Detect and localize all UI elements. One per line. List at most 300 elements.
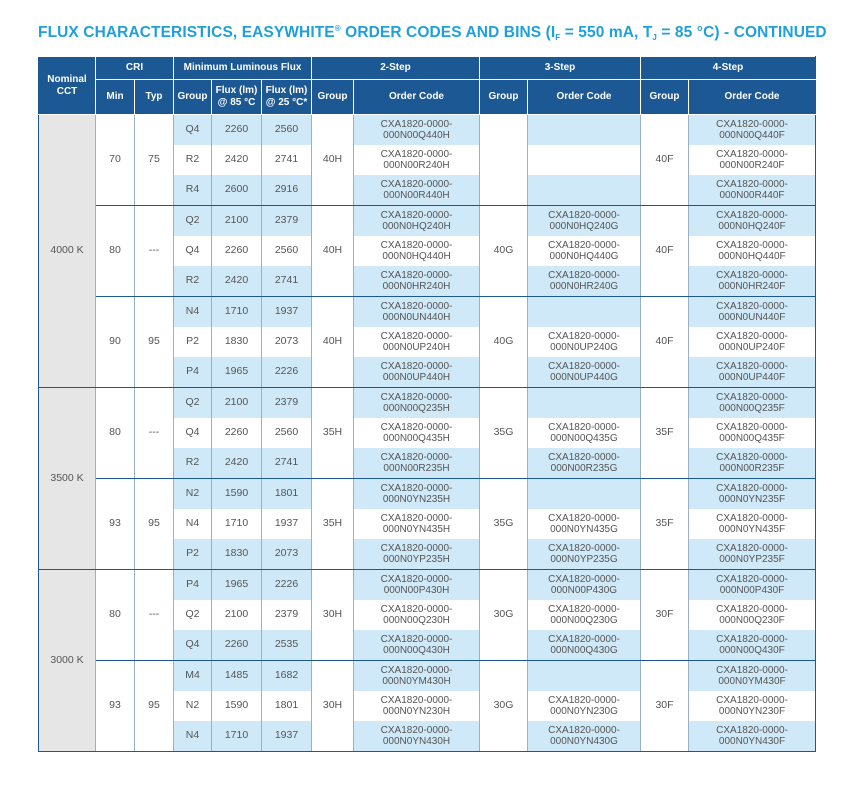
order-code-line: 000N00Q435G bbox=[550, 433, 618, 444]
step2-order-code-cell bbox=[354, 357, 480, 388]
order-code-line: CXA1820-0000- bbox=[716, 239, 788, 251]
step3-group-cell: 40G bbox=[480, 297, 528, 388]
step4-order-code-cell bbox=[689, 661, 816, 692]
step2-order-code-cell bbox=[354, 570, 480, 601]
order-code-line: CXA1820-0000- bbox=[548, 421, 620, 433]
step2-order-code-cell bbox=[354, 115, 480, 146]
step3-group-cell: 40G bbox=[480, 206, 528, 297]
flux-group-cell: R2 bbox=[174, 266, 212, 297]
step3-order-code-cell bbox=[528, 600, 641, 630]
step2-group-cell: 30H bbox=[312, 661, 354, 752]
order-code-line: 000N0YN430F bbox=[718, 736, 786, 747]
table-row bbox=[39, 388, 816, 419]
order-code-line: 000N00R440H bbox=[383, 190, 450, 201]
flux-85-cell: 1710 bbox=[212, 721, 262, 752]
order-code-line: 000N00Q430F bbox=[719, 645, 785, 656]
flux-group-cell: Q2 bbox=[174, 206, 212, 237]
step4-order-code-cell bbox=[689, 327, 816, 357]
order-code-line: 000N00R240H bbox=[383, 160, 450, 171]
flux-25-cell: 2379 bbox=[262, 388, 312, 419]
flux-25-cell: 1937 bbox=[262, 297, 312, 328]
order-code-line: CXA1820-0000- bbox=[380, 694, 453, 706]
order-code-line: 000N00R240F bbox=[719, 160, 785, 171]
order-code-line: CXA1820-0000- bbox=[380, 239, 453, 251]
flux-25-cell: 2560 bbox=[262, 115, 312, 146]
step3-order-code-cell bbox=[528, 388, 641, 419]
step4-order-code-cell bbox=[689, 539, 816, 570]
cri-typ-cell: --- bbox=[135, 388, 174, 479]
step2-order-code-cell bbox=[354, 448, 480, 479]
step4-order-code-cell bbox=[689, 721, 816, 752]
order-code-line: CXA1820-0000- bbox=[548, 512, 620, 524]
step4-order-code-cell bbox=[689, 509, 816, 539]
step3-group-cell: 35G bbox=[480, 388, 528, 479]
order-code-line: CXA1820-0000- bbox=[380, 118, 453, 130]
order-code-line: 000N0YN230H bbox=[382, 706, 451, 717]
flux-25-cell: 2741 bbox=[262, 266, 312, 297]
flux-25-cell: 1937 bbox=[262, 721, 312, 752]
step4-order-code-cell bbox=[689, 388, 816, 419]
order-code-line: 000N00R235F bbox=[719, 463, 785, 474]
flux-group-cell: M4 bbox=[174, 661, 212, 692]
order-code-line: CXA1820-0000- bbox=[716, 664, 788, 676]
order-code-line: 000N00P430G bbox=[550, 585, 618, 596]
flux-25-cell: 2741 bbox=[262, 145, 312, 175]
flux-group-cell: P2 bbox=[174, 539, 212, 570]
step3-order-code-cell bbox=[528, 175, 641, 206]
header-3-step-order-code: Order Code bbox=[528, 80, 641, 115]
nominal-cct-cell: 4000 K bbox=[39, 115, 96, 388]
cri-typ-cell: 95 bbox=[135, 479, 174, 570]
table-row bbox=[39, 206, 816, 237]
order-code-line: 000N00Q435F bbox=[719, 433, 785, 444]
order-code-line: 000N0HQ240F bbox=[718, 221, 786, 232]
cri-typ-cell: --- bbox=[135, 570, 174, 661]
order-code-line: 000N0YN435G bbox=[550, 524, 618, 535]
order-code-line: 000N00Q230G bbox=[550, 615, 618, 626]
cri-min-cell: 80 bbox=[96, 388, 135, 479]
order-code-line: CXA1820-0000- bbox=[548, 633, 620, 645]
order-code-line: 000N0YN430H bbox=[382, 736, 451, 747]
order-code-line: CXA1820-0000- bbox=[716, 178, 788, 190]
order-code-line: 000N0YP235G bbox=[550, 554, 618, 565]
order-code-line: CXA1820-0000- bbox=[380, 300, 453, 312]
order-code-line: CXA1820-0000- bbox=[380, 330, 453, 342]
flux-25-cell: 1937 bbox=[262, 509, 312, 539]
step4-order-code-cell bbox=[689, 145, 816, 175]
step4-order-code-cell bbox=[689, 691, 816, 721]
flux-25-cell: 2741 bbox=[262, 448, 312, 479]
step2-order-code-cell bbox=[354, 721, 480, 752]
flux-25-cell: 1682 bbox=[262, 661, 312, 692]
order-code-line: 000N00Q430G bbox=[550, 645, 618, 656]
table-row bbox=[39, 661, 816, 692]
flux-85-cell: 2260 bbox=[212, 418, 262, 448]
order-code-line: CXA1820-0000- bbox=[716, 633, 788, 645]
step2-group-cell: 40H bbox=[312, 297, 354, 388]
flux-85-cell: 2600 bbox=[212, 175, 262, 206]
step4-order-code-cell bbox=[689, 236, 816, 266]
order-code-line: CXA1820-0000- bbox=[548, 209, 620, 221]
header-nominal-cct: Nominal CCT bbox=[39, 57, 96, 115]
step2-order-code-cell bbox=[354, 266, 480, 297]
order-code-line: CXA1820-0000- bbox=[716, 482, 788, 494]
order-code-line: 000N0YP235H bbox=[383, 554, 450, 565]
order-code-line: CXA1820-0000- bbox=[380, 269, 453, 281]
flux-group-cell: N4 bbox=[174, 297, 212, 328]
step4-group-cell: 40F bbox=[641, 115, 689, 206]
header-2-step-group: Group bbox=[312, 80, 354, 115]
order-code-line: CXA1820-0000- bbox=[716, 360, 788, 372]
order-code-line: CXA1820-0000- bbox=[548, 269, 620, 281]
flux-group-cell: N4 bbox=[174, 721, 212, 752]
cri-min-cell: 90 bbox=[96, 297, 135, 388]
flux-85-cell: 2420 bbox=[212, 448, 262, 479]
flux-group-cell: P4 bbox=[174, 357, 212, 388]
order-code-line: 000N0HQ440F bbox=[718, 251, 786, 262]
order-code-line: 000N0YN435F bbox=[718, 524, 786, 535]
flux-group-cell: Q4 bbox=[174, 630, 212, 661]
order-code-line: CXA1820-0000- bbox=[548, 542, 620, 554]
step3-order-code-cell bbox=[528, 145, 641, 175]
order-code-line: 000N0UN440H bbox=[382, 312, 451, 323]
table-row bbox=[39, 570, 816, 601]
order-code-line: CXA1820-0000- bbox=[716, 421, 788, 433]
cri-min-cell: 80 bbox=[96, 206, 135, 297]
flux-85-cell: 2420 bbox=[212, 145, 262, 175]
step3-order-code-cell bbox=[528, 570, 641, 601]
flux-25-cell: 2226 bbox=[262, 570, 312, 601]
header-cri-typ: Typ bbox=[135, 80, 174, 115]
step4-order-code-cell bbox=[689, 570, 816, 601]
flux-25-cell: 2560 bbox=[262, 236, 312, 266]
step3-order-code-cell bbox=[528, 661, 641, 692]
step3-order-code-cell bbox=[528, 297, 641, 328]
step3-order-code-cell bbox=[528, 236, 641, 266]
step2-order-code-cell bbox=[354, 236, 480, 266]
order-code-line: CXA1820-0000- bbox=[716, 512, 788, 524]
cri-min-cell: 70 bbox=[96, 115, 135, 206]
flux-85-cell: 2420 bbox=[212, 266, 262, 297]
step4-order-code-cell bbox=[689, 448, 816, 479]
step2-order-code-cell bbox=[354, 539, 480, 570]
step3-order-code-cell bbox=[528, 479, 641, 510]
step3-group-cell: 30G bbox=[480, 661, 528, 752]
order-code-line: CXA1820-0000- bbox=[380, 209, 453, 221]
step3-order-code-cell bbox=[528, 448, 641, 479]
step3-order-code-cell bbox=[528, 206, 641, 237]
step3-order-code-cell bbox=[528, 115, 641, 146]
order-code-line: CXA1820-0000- bbox=[548, 330, 620, 342]
step2-group-cell: 35H bbox=[312, 388, 354, 479]
step4-order-code-cell bbox=[689, 266, 816, 297]
order-code-line: CXA1820-0000- bbox=[380, 633, 453, 645]
flux-group-cell: Q4 bbox=[174, 236, 212, 266]
order-code-line: 000N00R235H bbox=[383, 463, 450, 474]
flux-25-cell: 2379 bbox=[262, 600, 312, 630]
order-code-line: CXA1820-0000- bbox=[548, 603, 620, 615]
step3-order-code-cell bbox=[528, 418, 641, 448]
order-code-line: 000N0UP440H bbox=[382, 372, 451, 383]
cri-typ-cell: --- bbox=[135, 206, 174, 297]
step3-order-code-cell bbox=[528, 509, 641, 539]
cri-min-cell: 93 bbox=[96, 479, 135, 570]
order-code-line: 000N0UP240G bbox=[550, 342, 618, 353]
step2-group-cell: 40H bbox=[312, 206, 354, 297]
order-code-line: 000N0YN230F bbox=[718, 706, 786, 717]
flux-group-cell: Q4 bbox=[174, 115, 212, 146]
step2-order-code-cell bbox=[354, 600, 480, 630]
order-code-line: 000N0YN430G bbox=[550, 736, 618, 747]
flux-table bbox=[38, 56, 816, 752]
step4-order-code-cell bbox=[689, 297, 816, 328]
step3-order-code-cell bbox=[528, 630, 641, 661]
header-min-flux: Minimum Luminous Flux bbox=[174, 57, 312, 80]
flux-25-cell: 2073 bbox=[262, 539, 312, 570]
flux-85-cell: 2100 bbox=[212, 388, 262, 419]
step3-order-code-cell bbox=[528, 327, 641, 357]
step2-order-code-cell bbox=[354, 388, 480, 419]
order-code-line: 000N0HQ440G bbox=[549, 251, 619, 262]
flux-25-cell: 2226 bbox=[262, 357, 312, 388]
flux-25-cell: 1801 bbox=[262, 479, 312, 510]
order-code-line: CXA1820-0000- bbox=[380, 148, 453, 160]
cri-min-cell: 80 bbox=[96, 570, 135, 661]
order-code-line: CXA1820-0000- bbox=[716, 573, 788, 585]
order-code-line: 000N00Q440H bbox=[383, 130, 450, 141]
cri-min-cell: 93 bbox=[96, 661, 135, 752]
step4-order-code-cell bbox=[689, 630, 816, 661]
order-code-line: CXA1820-0000- bbox=[716, 148, 788, 160]
flux-85-cell: 1590 bbox=[212, 691, 262, 721]
flux-85-cell: 1710 bbox=[212, 509, 262, 539]
step4-order-code-cell bbox=[689, 206, 816, 237]
order-code-line: CXA1820-0000- bbox=[548, 360, 620, 372]
flux-group-cell: R2 bbox=[174, 145, 212, 175]
header-4-step: 4-Step bbox=[641, 57, 816, 80]
flux-25-cell: 2535 bbox=[262, 630, 312, 661]
step4-group-cell: 30F bbox=[641, 661, 689, 752]
cri-typ-cell: 95 bbox=[135, 661, 174, 752]
step2-order-code-cell bbox=[354, 175, 480, 206]
step2-order-code-cell bbox=[354, 479, 480, 510]
order-code-line: CXA1820-0000- bbox=[380, 603, 453, 615]
step3-order-code-cell bbox=[528, 721, 641, 752]
flux-85-cell: 2260 bbox=[212, 115, 262, 146]
order-code-line: CXA1820-0000- bbox=[380, 512, 453, 524]
step2-order-code-cell bbox=[354, 630, 480, 661]
header-3-step: 3-Step bbox=[480, 57, 641, 80]
step4-group-cell: 40F bbox=[641, 206, 689, 297]
step3-order-code-cell bbox=[528, 539, 641, 570]
order-code-line: 000N0HR240G bbox=[549, 281, 619, 292]
header-flux-85: Flux (lm) @ 85 °C bbox=[212, 80, 262, 115]
flux-85-cell: 1965 bbox=[212, 570, 262, 601]
flux-group-cell: N2 bbox=[174, 479, 212, 510]
order-code-line: 000N0UP440G bbox=[550, 372, 618, 383]
order-code-line: 000N0YN235H bbox=[382, 494, 451, 505]
step4-order-code-cell bbox=[689, 600, 816, 630]
order-code-line: 000N0UP240F bbox=[718, 342, 786, 353]
step2-order-code-cell bbox=[354, 297, 480, 328]
table-row bbox=[39, 297, 816, 328]
step2-group-cell: 30H bbox=[312, 570, 354, 661]
nominal-cct-cell: 3000 K bbox=[39, 570, 96, 752]
order-code-line: 000N0HQ240G bbox=[549, 221, 619, 232]
cri-typ-cell: 95 bbox=[135, 297, 174, 388]
order-code-line: CXA1820-0000- bbox=[380, 360, 453, 372]
flux-85-cell: 2260 bbox=[212, 630, 262, 661]
order-code-line: CXA1820-0000- bbox=[716, 451, 788, 463]
order-code-line: CXA1820-0000- bbox=[716, 603, 788, 615]
order-code-line: 000N00R440F bbox=[719, 190, 785, 201]
order-code-line: CXA1820-0000- bbox=[380, 421, 453, 433]
order-code-line: CXA1820-0000- bbox=[716, 300, 788, 312]
step4-order-code-cell bbox=[689, 175, 816, 206]
step3-order-code-cell bbox=[528, 266, 641, 297]
step4-group-cell: 30F bbox=[641, 570, 689, 661]
flux-group-cell: P2 bbox=[174, 327, 212, 357]
step3-group-cell bbox=[480, 115, 528, 206]
order-code-line: CXA1820-0000- bbox=[380, 664, 453, 676]
flux-25-cell: 2379 bbox=[262, 206, 312, 237]
order-code-line: 000N0HR240F bbox=[718, 281, 786, 292]
order-code-line: CXA1820-0000- bbox=[548, 451, 620, 463]
order-code-line: 000N0HQ440H bbox=[382, 251, 451, 262]
table-row bbox=[39, 115, 816, 146]
order-code-line: CXA1820-0000- bbox=[380, 482, 453, 494]
step4-order-code-cell bbox=[689, 357, 816, 388]
header-flux-group: Group bbox=[174, 80, 212, 115]
order-code-line: CXA1820-0000- bbox=[716, 542, 788, 554]
order-code-line: 000N0YN435H bbox=[382, 524, 451, 535]
step3-order-code-cell bbox=[528, 691, 641, 721]
order-code-line: 000N00R235G bbox=[550, 463, 618, 474]
flux-85-cell: 2100 bbox=[212, 206, 262, 237]
table-row bbox=[39, 479, 816, 510]
header-2-step-order-code: Order Code bbox=[354, 80, 480, 115]
order-code-line: 000N0UP240H bbox=[382, 342, 451, 353]
order-code-line: CXA1820-0000- bbox=[548, 694, 620, 706]
order-code-line: 000N0YM430H bbox=[382, 676, 451, 687]
order-code-line: 000N00P430H bbox=[383, 585, 450, 596]
order-code-line: CXA1820-0000- bbox=[380, 451, 453, 463]
flux-group-cell: Q4 bbox=[174, 418, 212, 448]
order-code-line: CXA1820-0000- bbox=[548, 573, 620, 585]
order-code-line: CXA1820-0000- bbox=[380, 573, 453, 585]
flux-group-cell: R4 bbox=[174, 175, 212, 206]
order-code-line: CXA1820-0000- bbox=[380, 724, 453, 736]
step4-group-cell: 35F bbox=[641, 388, 689, 479]
flux-85-cell: 1590 bbox=[212, 479, 262, 510]
order-code-line: 000N00Q440F bbox=[719, 130, 785, 141]
step2-order-code-cell bbox=[354, 145, 480, 175]
header-flux-25: Flux (lm) @ 25 °C* bbox=[262, 80, 312, 115]
order-code-line: CXA1820-0000- bbox=[716, 330, 788, 342]
order-code-line: CXA1820-0000- bbox=[716, 209, 788, 221]
order-code-line: 000N0YM430F bbox=[718, 676, 786, 687]
flux-25-cell: 2073 bbox=[262, 327, 312, 357]
order-code-line: CXA1820-0000- bbox=[548, 239, 620, 251]
order-code-line: CXA1820-0000- bbox=[716, 391, 788, 403]
order-code-line: 000N00Q230H bbox=[383, 615, 450, 626]
step4-group-cell: 40F bbox=[641, 297, 689, 388]
order-code-line: 000N0UP440F bbox=[718, 372, 786, 383]
flux-25-cell: 2560 bbox=[262, 418, 312, 448]
order-code-line: 000N0YP235F bbox=[719, 554, 785, 565]
nominal-cct-cell: 3500 K bbox=[39, 388, 96, 570]
order-code-line: CXA1820-0000- bbox=[716, 269, 788, 281]
flux-85-cell: 1710 bbox=[212, 297, 262, 328]
flux-25-cell: 2916 bbox=[262, 175, 312, 206]
step2-group-cell: 40H bbox=[312, 115, 354, 206]
step2-order-code-cell bbox=[354, 327, 480, 357]
order-code-line: CXA1820-0000- bbox=[380, 391, 453, 403]
order-code-line: 000N0YN230G bbox=[550, 706, 618, 717]
order-code-line: CXA1820-0000- bbox=[548, 724, 620, 736]
flux-table-body bbox=[39, 115, 816, 752]
step3-order-code-cell bbox=[528, 357, 641, 388]
order-code-line: 000N0HR240H bbox=[382, 281, 451, 292]
flux-group-cell: N4 bbox=[174, 509, 212, 539]
flux-group-cell: P4 bbox=[174, 570, 212, 601]
header-2-step: 2-Step bbox=[312, 57, 480, 80]
order-code-line: 000N00Q435H bbox=[383, 433, 450, 444]
order-code-line: CXA1820-0000- bbox=[716, 724, 788, 736]
step2-group-cell: 35H bbox=[312, 479, 354, 570]
order-code-line: 000N00Q230F bbox=[719, 615, 785, 626]
order-code-line: CXA1820-0000- bbox=[716, 118, 788, 130]
step2-order-code-cell bbox=[354, 509, 480, 539]
header-4-step-group: Group bbox=[641, 80, 689, 115]
flux-85-cell: 1485 bbox=[212, 661, 262, 692]
flux-group-cell: R2 bbox=[174, 448, 212, 479]
order-code-line: 000N0HQ240H bbox=[382, 221, 451, 232]
flux-85-cell: 2100 bbox=[212, 600, 262, 630]
page-title: FLUX CHARACTERISTICS, EASYWHITE® ORDER CODES AND BINS ($I_F = 550$ mA, $T_J = 85$ °C) - CONTINUED bbox=[38, 24, 827, 42]
flux-85-cell: 1830 bbox=[212, 539, 262, 570]
step2-order-code-cell bbox=[354, 661, 480, 692]
step4-order-code-cell bbox=[689, 115, 816, 146]
step4-order-code-cell bbox=[689, 479, 816, 510]
header-4-step-order-code: Order Code bbox=[689, 80, 816, 115]
step3-group-cell: 30G bbox=[480, 570, 528, 661]
order-code-line: CXA1820-0000- bbox=[716, 694, 788, 706]
header-cri: CRI bbox=[96, 57, 174, 80]
step2-order-code-cell bbox=[354, 691, 480, 721]
order-code-line: 000N00Q430H bbox=[383, 645, 450, 656]
flux-25-cell: 1801 bbox=[262, 691, 312, 721]
order-code-line: CXA1820-0000- bbox=[380, 542, 453, 554]
step3-group-cell: 35G bbox=[480, 479, 528, 570]
order-code-line: 000N0YN235F bbox=[718, 494, 786, 505]
step4-order-code-cell bbox=[689, 418, 816, 448]
flux-group-cell: N2 bbox=[174, 691, 212, 721]
cri-typ-cell: 75 bbox=[135, 115, 174, 206]
flux-group-cell: Q2 bbox=[174, 600, 212, 630]
flux-85-cell: 1965 bbox=[212, 357, 262, 388]
flux-85-cell: 1830 bbox=[212, 327, 262, 357]
flux-85-cell: 2260 bbox=[212, 236, 262, 266]
order-code-line: 000N00Q235F bbox=[719, 403, 785, 414]
header-3-step-group: Group bbox=[480, 80, 528, 115]
step2-order-code-cell bbox=[354, 418, 480, 448]
step4-group-cell: 35F bbox=[641, 479, 689, 570]
header-cri-min: Min bbox=[96, 80, 135, 115]
order-code-line: 000N00P430F bbox=[719, 585, 785, 596]
step2-order-code-cell bbox=[354, 206, 480, 237]
order-code-line: CXA1820-0000- bbox=[380, 178, 453, 190]
